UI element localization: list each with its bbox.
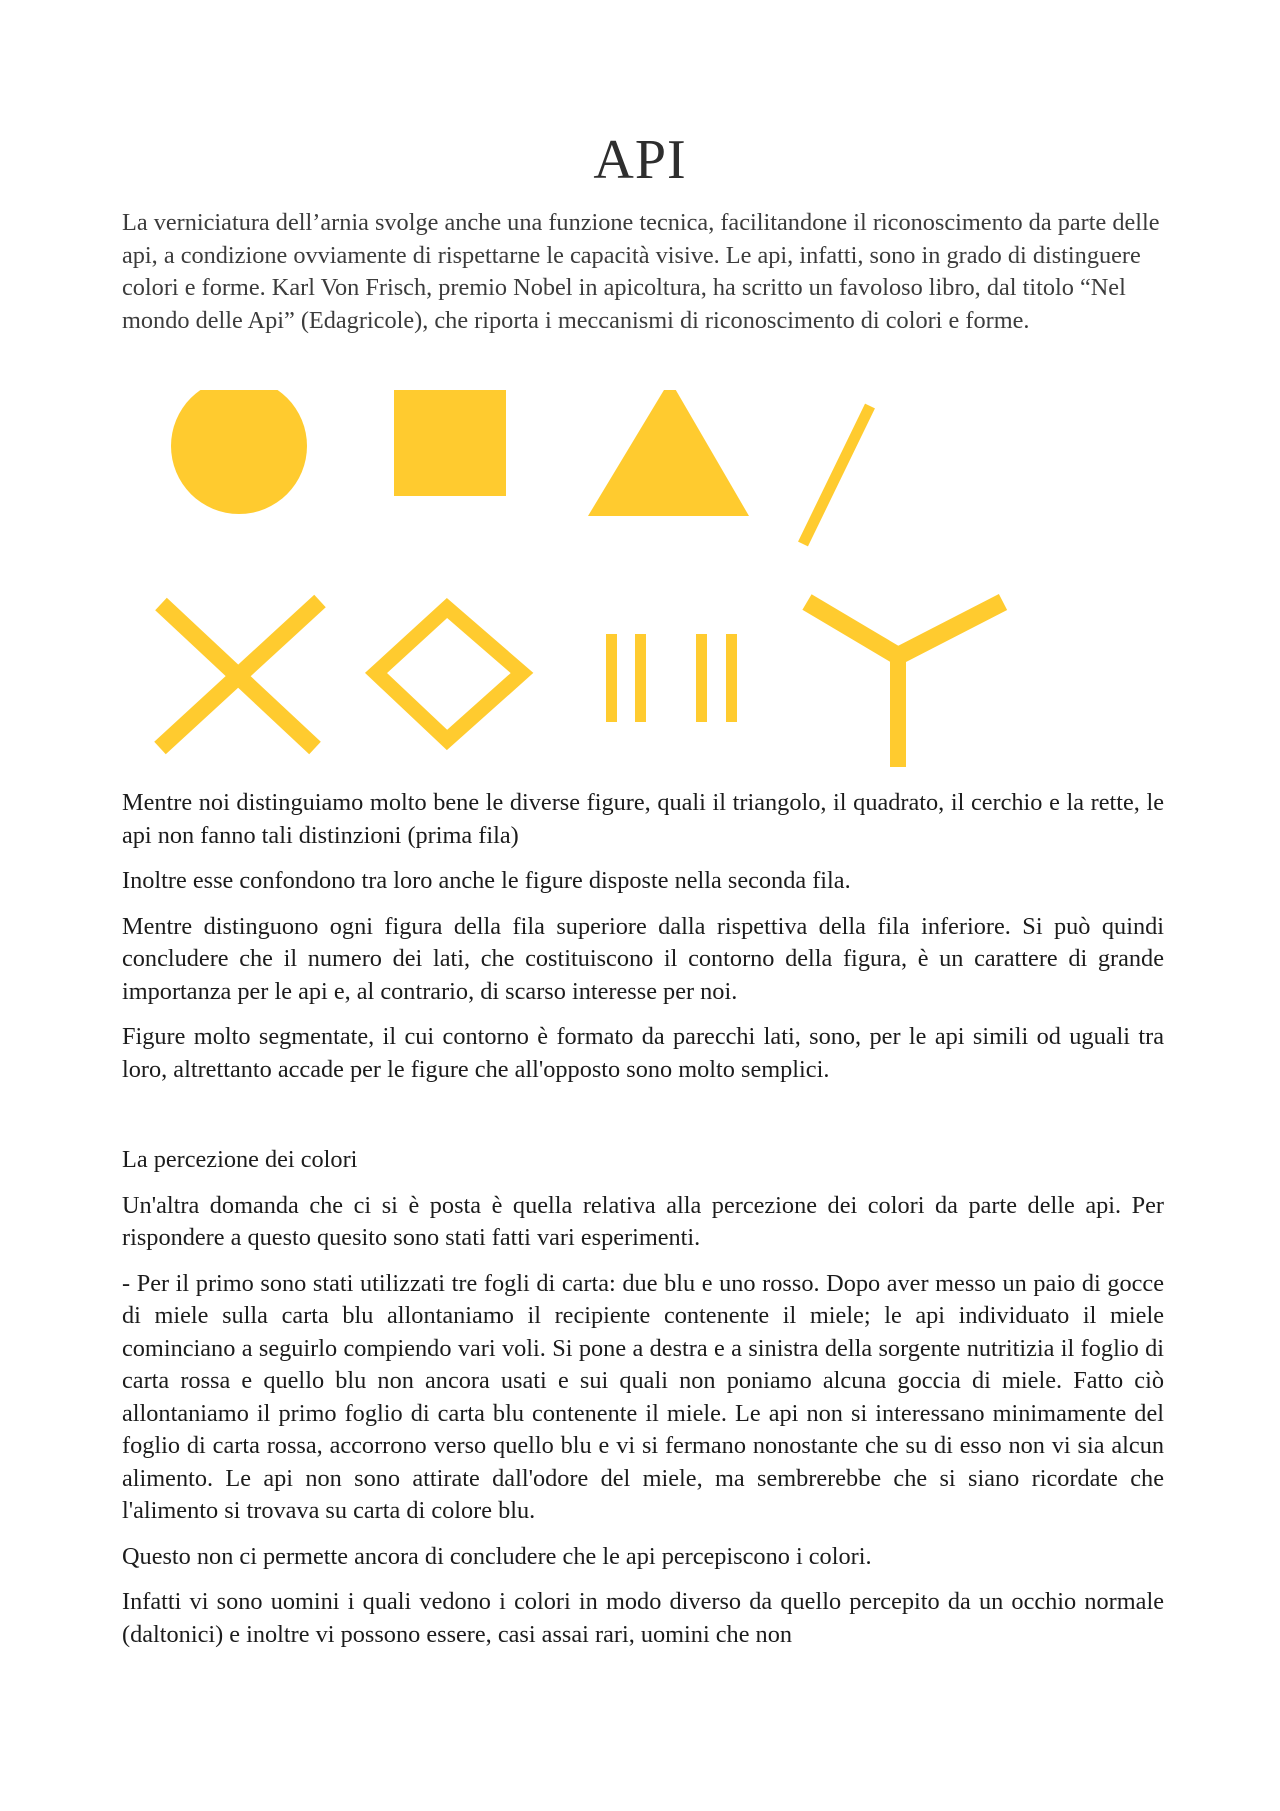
line-shape: [803, 406, 870, 544]
y-shape: [807, 602, 1003, 767]
square-shape: [394, 390, 506, 496]
paragraph-shapes: Mentre noi distinguiamo molto bene le diverse figure, quali il triangolo, il quadrato, il cerchio e la rette, le api non fanno tali distinzioni (prima fila): [122, 789, 1164, 849]
diamond-shape: [376, 608, 522, 740]
paragraph-experiment: - Per il primo sono stati utilizzati tre fogli di carta: due blu e uno rosso. Dopo aver messo un paio di gocce di miele sulla carta blu allontaniamo il recipiente contenente il miele; le api individuato il miele cominciano a seguirlo compiendo vari voli. Si pone a destra e a sinistra della sorgente nutritizia il foglio di carta rossa e quello blu non ancora usati e sui quali non poniamo alcuna goccia di miele. Fatto ciò allontaniamo il primo foglio di carta blu contenente il miele. Le api non si interessano minimamente del foglio di carta rossa, accorrono verso quello blu e vi si fermano nonostante che su di esso non vi sia alcun alimento. Le api non sono attirate dall'odore del miele, ma sembrerebbe che si siano ricordate che l'alimento si trovava su carta di colore blu.: [122, 1269, 1164, 1524]
paragraph-second-row: Inoltre esse confondono tra loro anche le figure disposte nella seconda fila.: [122, 867, 851, 894]
paragraph-question: Un'altra domanda che ci si è posta è quella relativa alla percezione dei colori da parte delle api. Per rispondere a questo quesito sono stati fatti vari esperimenti.: [122, 1191, 1164, 1251]
body-text: [122, 787, 1164, 1664]
paragraph-segmented: Figure molto segmentate, il cui contorno è formato da parecchi lati, sono, per le api simili od uguali tra loro, altrettanto accade per le figure che all'opposto sono molto semplici.: [122, 1023, 1164, 1083]
shapes-figure: [140, 390, 1020, 780]
paragraph-daltonism: Infatti vi sono uomini i quali vedono i colori in modo diverso da quello percepito da un occhio normale (daltonici) e inoltre vi possono essere, casi assai rari, uomini che non: [122, 1588, 1164, 1648]
paragraph-sides: Mentre distinguono ogni figura della fila superiore dalla rispettiva della fila inferiore. Si può quindi concludere che il numero dei lati, che costituiscono il contorno della figura, è un carattere di grande importanza per le api e, al contrario, di scarso interesse per noi.: [122, 912, 1164, 1005]
intro-paragraph: La verniciatura dell’arnia svolge anche una funzione tecnica, facilitandone il riconoscimento da parte delle api, a condizione ovviamente di rispettarne le capacità visive. Le api, infatti, sono in grado di distinguere colori e forme. Karl Von Frisch, premio Nobel in apicoltura, ha scritto un favoloso libro, dal titolo “Nel mondo delle Api” (Edagricole), che riporta i meccanismi di riconoscimento di colori e forme.: [122, 209, 1160, 334]
section-heading-colors: La percezione dei colori: [122, 1146, 358, 1173]
four-bars-shape: [606, 634, 737, 722]
paragraph-conclusion: Questo non ci permette ancora di concludere che le api percepiscono i colori.: [122, 1542, 872, 1570]
cross-shape: [160, 601, 320, 748]
circle-shape: [171, 390, 307, 514]
page-title: API: [593, 129, 687, 191]
triangle-shape: [588, 390, 749, 516]
